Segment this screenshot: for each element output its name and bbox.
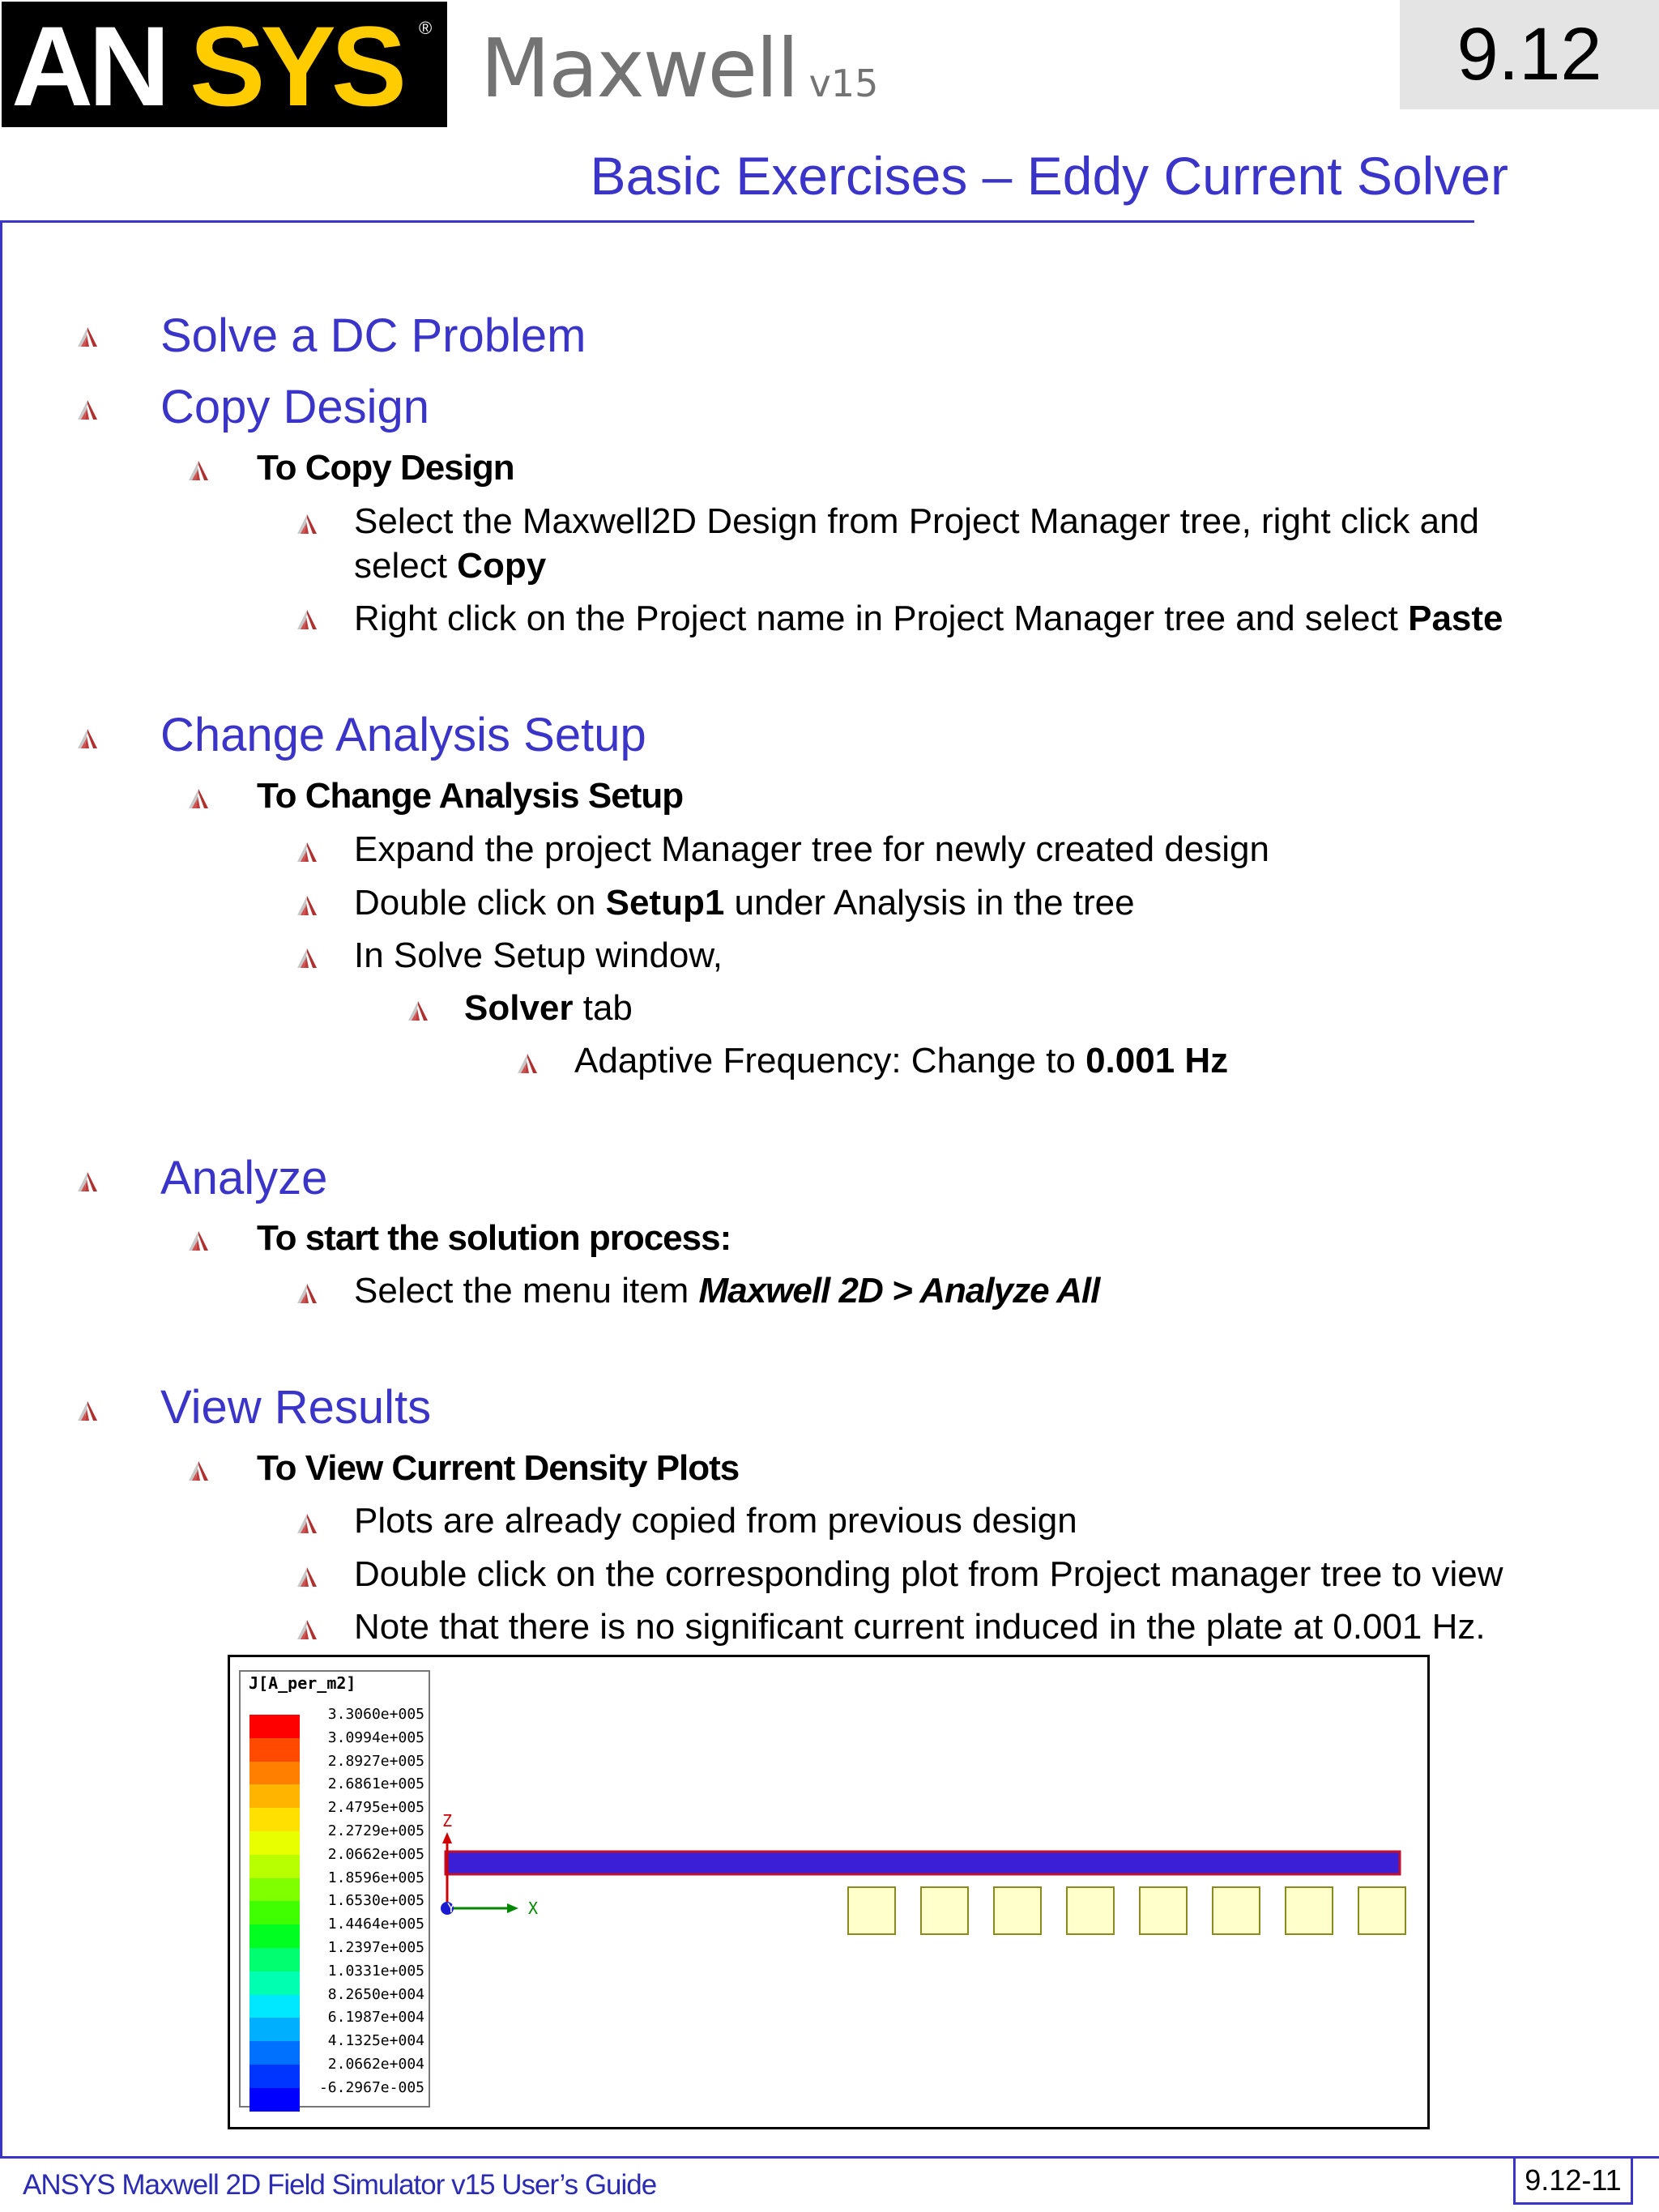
bullet-icon [407,1000,429,1021]
footer-guide-title: ANSYS Maxwell 2D Field Simulator v15 User’s Guide [23,2169,657,2201]
step-copy-select: Select the Maxwell2D Design from Project Manager tree, right click and [354,501,1480,541]
step-paste [354,596,1503,641]
sub-view-results: To View Current Density Plots [257,1448,740,1488]
legend-value: 1.2397e+005 [327,1939,424,1956]
text-tab: tab [573,988,633,1028]
frame-bottom-rule [0,2156,1659,2159]
bullet-icon [296,1619,318,1640]
text-solver-bold: Solver [464,988,574,1028]
text-setup1-bold: Setup1 [605,883,725,923]
legend-value: 1.8596e+005 [327,1869,424,1886]
legend-swatch [249,1808,300,1831]
heading-analyze: Analyze [160,1152,328,1204]
bullet-icon [296,1513,318,1534]
legend-title: J[A_per_m2] [249,1673,356,1693]
z-axis-arrow [442,1832,452,1843]
legend-value: 1.4464e+005 [327,1916,424,1933]
step-solver-tab [464,986,633,1031]
legend-swatch [249,1948,300,1971]
legend-swatch [249,1762,300,1785]
bullet-icon [296,514,318,535]
bullet-icon [77,1171,98,1192]
bullet-icon [77,728,98,749]
field-plot [421,1806,1426,1952]
bullet-icon [296,948,318,969]
heading-copy-design: Copy Design [160,381,430,433]
text-dblclick-pre: Double click on [354,883,606,923]
text-paste-pre: Right click on the Project name in Project Manager tree and select [354,599,1409,638]
legend-value: 1.0331e+005 [327,1962,424,1980]
bullet-icon [296,1283,318,1304]
product-name [480,16,878,136]
coil-square [1140,1887,1187,1934]
legend-swatch [249,1831,300,1855]
product-label: Maxwell [480,21,798,116]
legend-swatch [249,2088,300,2112]
bullet-icon [296,842,318,863]
coil-square [1358,1887,1405,1934]
page-number: 9.12-11 [1513,2156,1633,2205]
bullet-icon [77,326,98,347]
coil-square [921,1887,968,1934]
text-select: select [354,546,458,586]
legend-value: 2.0662e+004 [327,2056,424,2073]
frame-left-rule [0,220,2,2159]
legend-value: 2.4795e+005 [327,1799,424,1817]
text-analyze-pre: Select the menu item [354,1271,699,1311]
text-copy-bold: Copy [457,546,547,586]
text-freq-pre: Adaptive Frequency: Change to [574,1041,1086,1080]
bullet-icon [517,1053,538,1074]
bullet-icon [188,788,209,809]
legend-value: 2.0662e+005 [327,1845,424,1863]
bullet-icon [188,1460,209,1481]
legend-value: 3.3060e+005 [327,1706,424,1723]
step-adaptive-frequency [574,1038,1228,1084]
sub-change-setup: To Change Analysis Setup [257,776,684,816]
coil-square [994,1887,1041,1934]
text-dblclick-post: under Analysis in the tree [724,883,1135,923]
page-title: Basic Exercises – Eddy Current Solver [590,146,1508,206]
legend-swatch [249,1924,300,1948]
bullet-icon [77,399,98,420]
frame-top-rule [0,220,1474,223]
text-freq-bold: 0.001 Hz [1085,1041,1229,1080]
legend-swatch [249,1855,300,1878]
step-double-click-setup [354,880,1135,926]
sub-analyze: To start the solution process: [257,1218,731,1258]
y-axis-label: Y [447,1900,455,1916]
coil-square [1067,1887,1114,1934]
legend-swatch [249,2018,300,2041]
legend-value: 2.6861e+005 [327,1775,424,1793]
coil-cross-sections [848,1887,1405,1934]
ansys-logo-graphic [2,2,447,127]
legend-swatch [249,2065,300,2088]
heading-view-results: View Results [160,1381,432,1434]
text-paste-bold: Paste [1408,599,1503,638]
step-expand-tree: Expand the project Manager tree for newly created design [354,829,1269,869]
coil-square [848,1887,895,1934]
svg-text:AN: AN [11,2,166,127]
x-axis-arrow [507,1903,518,1913]
legend-swatch [249,1878,300,1902]
step-double-click-plot: Double click on the corresponding plot from Project manager tree to view [354,1554,1503,1594]
legend-value: 8.2650e+004 [327,1985,424,2003]
product-version: v15 [808,62,879,105]
legend-value: 2.8927e+005 [327,1752,424,1770]
bullet-icon [77,1400,98,1421]
step-no-current-note: Note that there is no significant current induced in the plate at 0.001 Hz. [354,1607,1486,1647]
legend-value: -6.2967e-005 [318,2078,424,2096]
legend-value: 6.1987e+004 [327,2009,424,2027]
sub-copy-design: To Copy Design [257,448,514,488]
coil-square [1213,1887,1260,1934]
x-axis-label: X [528,1899,539,1918]
z-axis-label: Z [442,1811,453,1831]
legend-swatch [249,1784,300,1808]
step-copy-select-cont [354,543,546,589]
legend-value: 3.0994e+005 [327,1728,424,1746]
svg-text:SYS: SYS [190,2,403,127]
step-solve-setup-window: In Solve Setup window, [354,936,723,975]
legend-value: 1.6530e+005 [327,1892,424,1910]
heading-change-setup: Change Analysis Setup [160,709,646,761]
legend-value: 4.1325e+004 [327,2032,424,2050]
legend-swatch [249,1715,300,1738]
legend-swatch [249,1901,300,1924]
svg-text:®: ® [419,18,433,38]
bullet-icon [188,1230,209,1251]
legend-swatch [249,1995,300,2018]
step-analyze-all [354,1268,1099,1314]
bullet-icon [296,1566,318,1588]
ansys-logo [2,2,447,127]
legend-swatch [249,1738,300,1762]
plate [446,1852,1400,1874]
bullet-icon [296,895,318,916]
menu-path-analyze-all: Maxwell 2D > Analyze All [698,1271,1100,1311]
step-plots-copied: Plots are already copied from previous design [354,1501,1077,1541]
legend-swatch [249,2041,300,2065]
legend-swatch [249,1971,300,1995]
bullet-icon [296,609,318,630]
legend-value: 2.2729e+005 [327,1822,424,1839]
bullet-icon [188,460,209,481]
section-number: 9.12 [1456,13,1602,96]
coil-square [1286,1887,1333,1934]
heading-solve-dc: Solve a DC Problem [160,309,586,362]
